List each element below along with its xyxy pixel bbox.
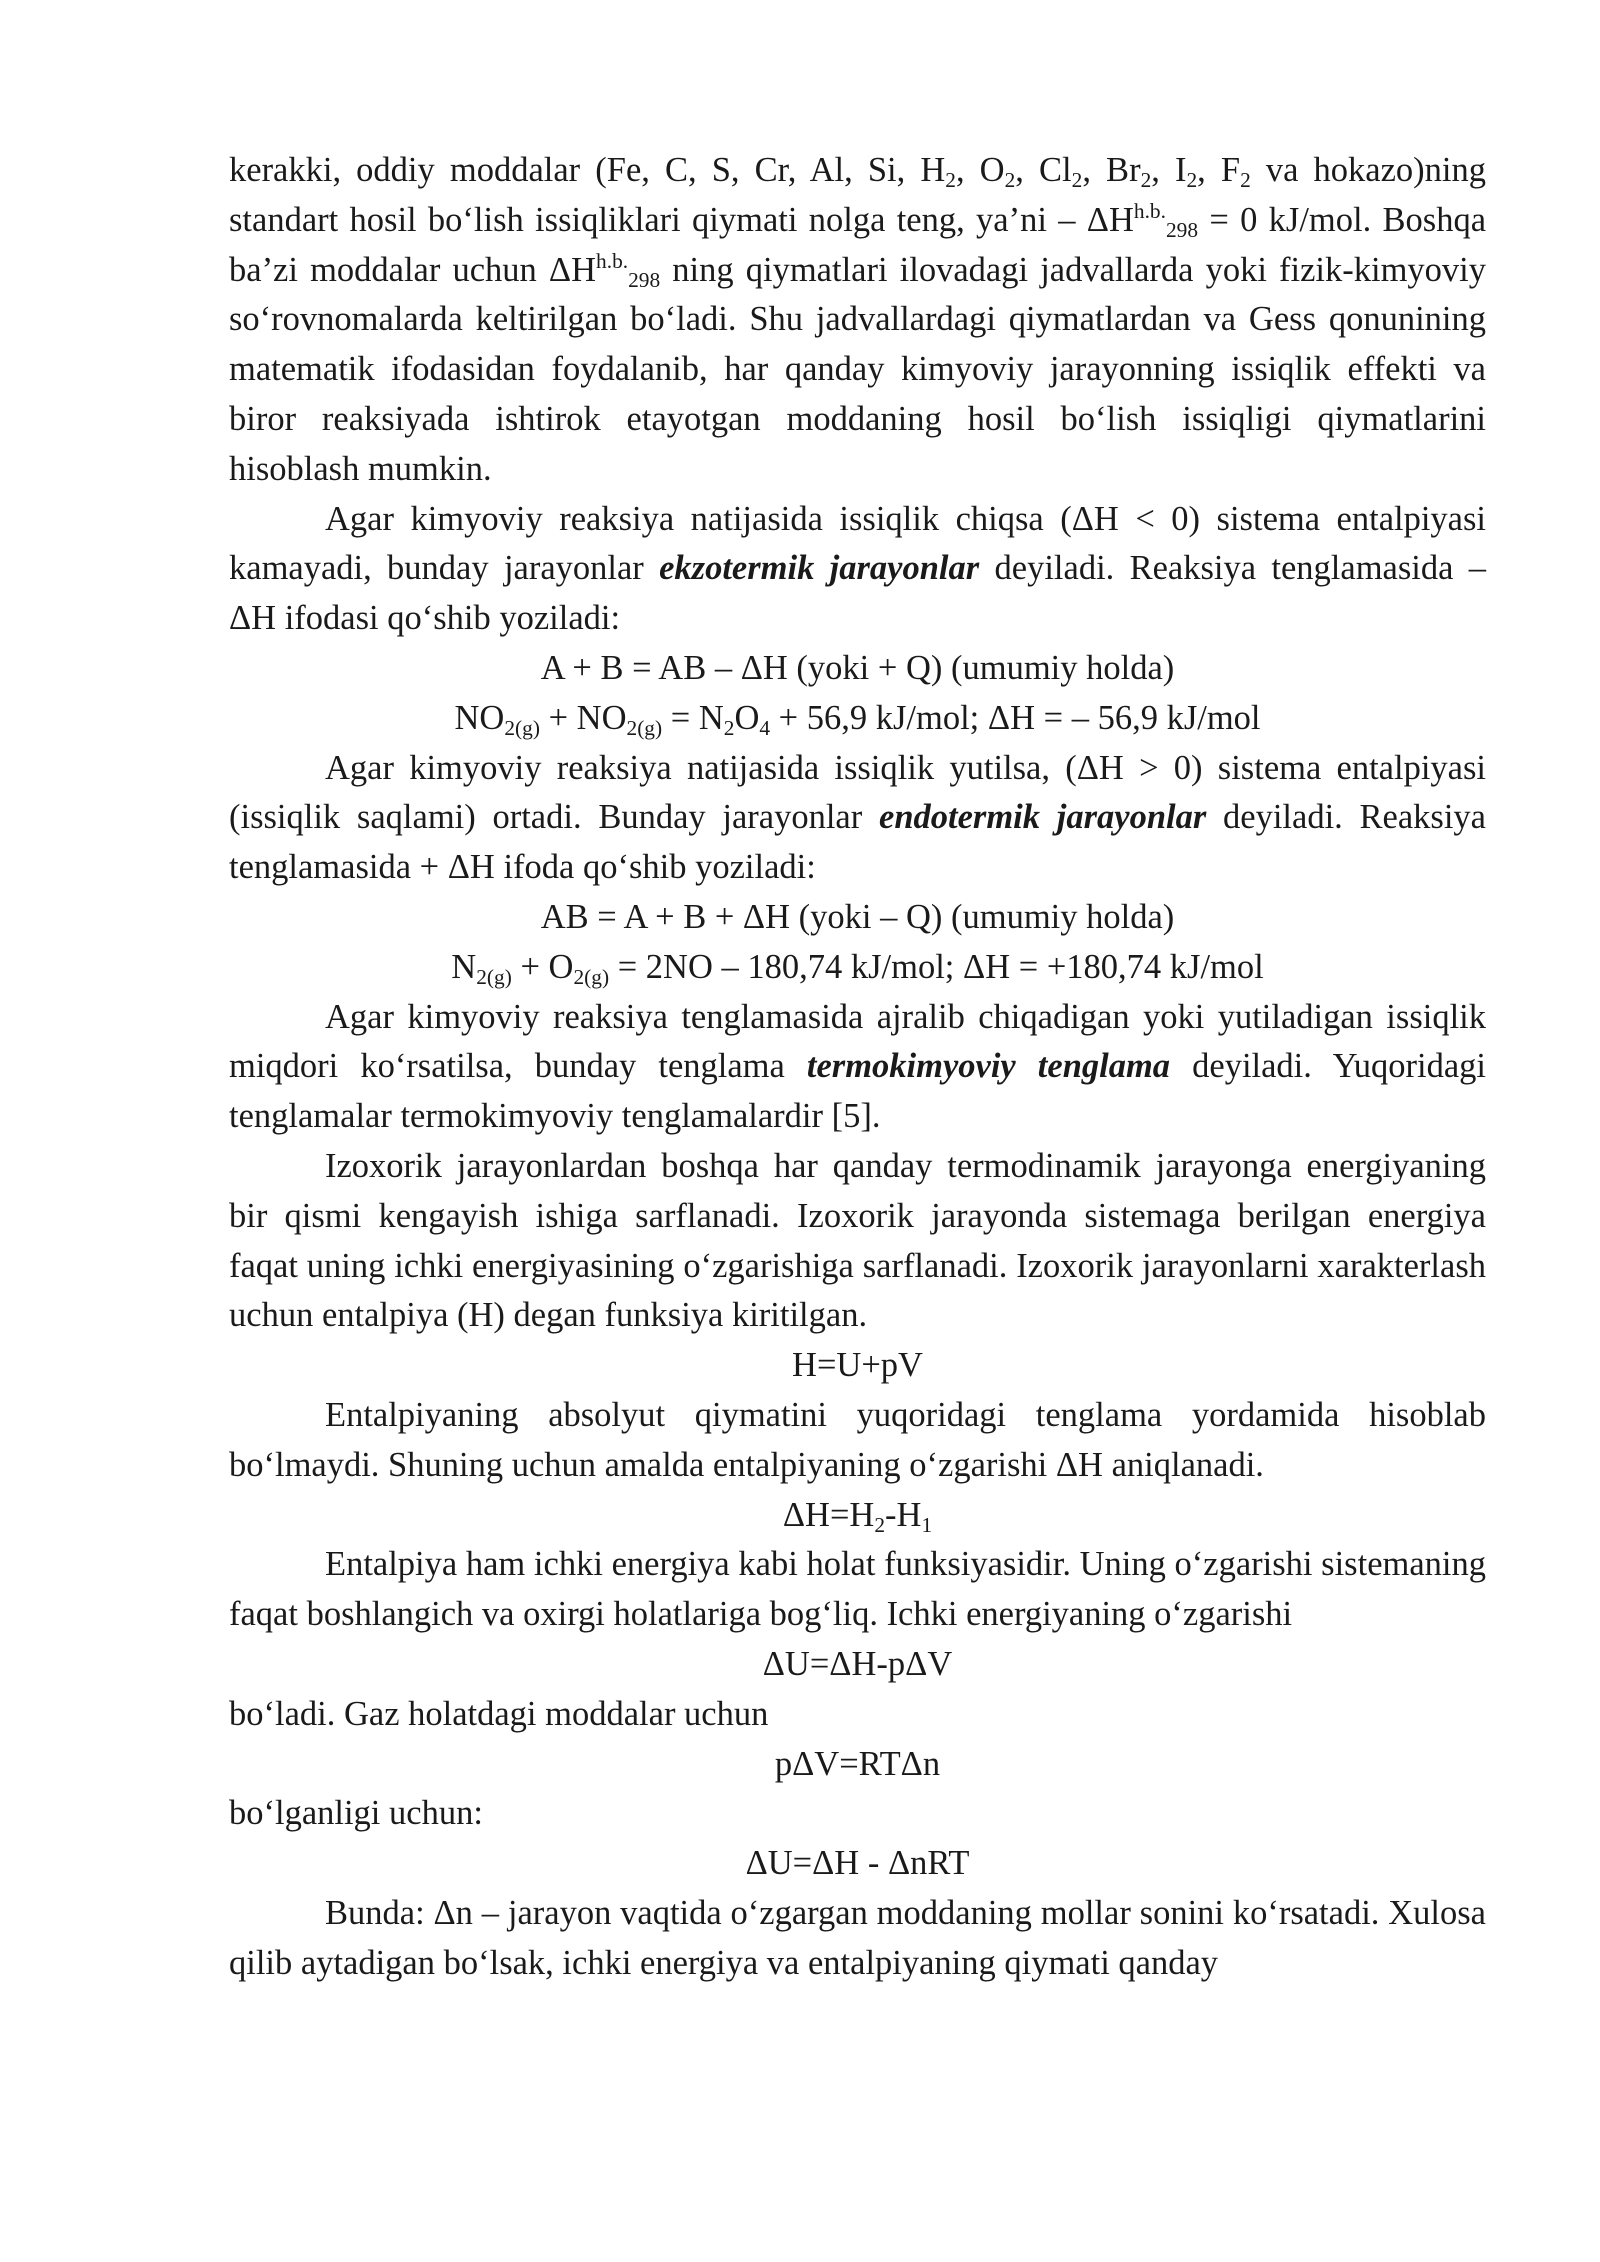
text: , Br [1082,151,1141,189]
equation-general-endo: AB = A + B + ΔH (yoki – Q) (umumiy holda) [540,897,1175,936]
subscript: 2(g) [476,964,512,989]
text: + NO [539,698,627,737]
paragraph-isochoric: Izoxorik jarayonlardan boshqa har qanday termodinamik jarayonga energiyaning bir qismi kengayish ishiga sarflanadi. Izoxorik jarayonda sistemaga berilgan energiya faqat uning ichki energiyasining o‘zgarishiga sarflanadi. Izoxorik jarayonlarni xarakterlash uchun entalpiya (H) degan funksiya kiritilgan. [229,1146,1486,1335]
text: , O [955,151,1005,189]
paragraph-gas-state: bo‘ladi. Gaz holatdagi moddalar uchun [229,1694,769,1733]
paragraph-conclusion: Bunda: Δn – jarayon vaqtida o‘zgargan moddaning mollar sonini ko‘rsatadi. Xulosa qilib aytadigan bo‘lsak, ichki energiya va entalpiyaning qiymati qanday [229,1893,1486,1982]
subscript: 2 [1240,167,1251,192]
equation-delta-u-nrt: ΔU=ΔH - ΔnRT [745,1844,970,1883]
subscript: 2(g) [626,715,663,740]
subscript: 4 [759,715,771,740]
text: va hokazo)ning standart hosil bo‘lish issiqliklari qiymati nolga teng, ya’ni – ΔH [229,151,1487,239]
text: deyiladi. Reaksiya tenglamasida – ΔH ifodasi qo‘shib yoziladi: [229,549,1486,638]
paragraph-state-function: Entalpiya ham ichki energiya kabi holat funksiyasidir. Uning o‘zgarishi sistemaning faqat boshlangich va oxirgi holatlariga bog‘liq. Ichki energiyaning o‘zgarishi [229,1545,1486,1634]
superscript: h.b. [596,248,629,273]
paragraph-exothermic [229,495,1486,644]
text: , I [1151,151,1187,189]
term-exothermic: ekzotermik jarayonlar [659,549,980,588]
text: kerakki, oddiy moddalar (Fe, C, S, Cr, Al, Si, H [229,151,946,189]
text: deyiladi. Reaksiya tenglamasida + ΔH ifoda qo‘shib yoziladi: [229,798,1486,887]
subscript: 1 [921,1512,933,1537]
subscript: 2(g) [504,715,540,740]
subscript: 2(g) [573,964,610,989]
term-thermochemical: termokimyoviy tenglama [806,1047,1171,1086]
subscript: 2 [1186,167,1198,192]
equation-delta-h [229,1491,1486,1541]
subscript: 2 [874,1512,886,1537]
text: = 0 kJ/mol. Boshqa ba’zi moddalar uchun ΔH [229,200,1487,289]
subscript: 2 [1140,167,1152,192]
text: = N [662,698,724,737]
text: N [451,947,477,986]
text: Agar kimyoviy reaksiya natijasida issiqlik chiqsa (ΔH < 0) sistema entalpiyasi kamayadi, bunday jarayonlar [229,499,1486,588]
text: O [734,698,760,737]
text: + O [511,947,574,986]
text: + 56,9 kJ/mol; ΔH = – 56,9 kJ/mol [770,698,1261,737]
subscript: 2 [945,167,956,192]
text: , Cl [1015,151,1072,189]
paragraph-therefore: bo‘lganligi uchun: [229,1794,483,1833]
text: -H [885,1495,922,1534]
text: NO [454,698,505,737]
subscript: 2 [1004,167,1016,192]
subscript: 2 [723,715,735,740]
equation-n2-o2 [229,943,1486,993]
text: ning qiymatlari ilovadagi jadvallarda yoki fizik-kimyoviy so‘rovnomalarda keltirilgan bo‘ladi. Shu jadvallardagi qiymatlardan va Gess qonunining matematik ifodasidan foydalanib, har qanday kimyoviy jarayonning issiqlik effekti va biror reaksiyada ishtirok etayotgan moddaning hosil bo‘lish issiqligi qiymatlarini hisoblash mumkin. [229,250,1486,488]
equation-no2 [229,694,1486,744]
paragraph-absolute-enthalpy: Entalpiyaning absolyut qiymatini yuqoridagi tenglama yordamida hisoblab bo‘lmaydi. Shuning uchun amalda entalpiyaning o‘zgarishi ΔH aniqlanadi. [229,1395,1486,1484]
text: Agar kimyoviy reaksiya natijasida issiqlik yutilsa, (ΔH > 0) sistema entalpiyasi (issiqlik saqlami) ortadi. Bunday jarayonlar [229,748,1486,837]
term-endothermic: endotermik jarayonlar [879,798,1207,837]
subscript: 298 [628,267,661,292]
subscript: 298 [1165,217,1199,242]
text: = 2NO – 180,74 kJ/mol; ΔH = +180,74 kJ/mol [609,947,1264,986]
subscript: 2 [1071,167,1083,192]
text: , F [1197,151,1241,189]
equation-general-exo: A + B = AB – ΔH (yoki + Q) (umumiy holda) [540,648,1175,687]
text: Agar kimyoviy reaksiya tenglamasida ajralib chiqadigan yoki yutiladigan issiqlik miqdori ko‘rsatilsa, bunday tenglama [229,997,1486,1086]
text: deyiladi. Yuqoridagi tenglamalar termokimyoviy tenglamalardir [5]. [229,1047,1486,1136]
equation-p-delta-v: pΔV=RTΔn [774,1744,941,1783]
superscript: h.b. [1133,198,1166,223]
paragraph-endothermic [229,744,1486,893]
paragraph-standard-heats [229,146,1486,495]
text: ΔH=H [782,1495,875,1534]
paragraph-thermochemical [229,993,1486,1142]
equation-enthalpy: H=U+pV [792,1346,923,1385]
equation-delta-u: ΔU=ΔH-pΔV [762,1644,953,1683]
